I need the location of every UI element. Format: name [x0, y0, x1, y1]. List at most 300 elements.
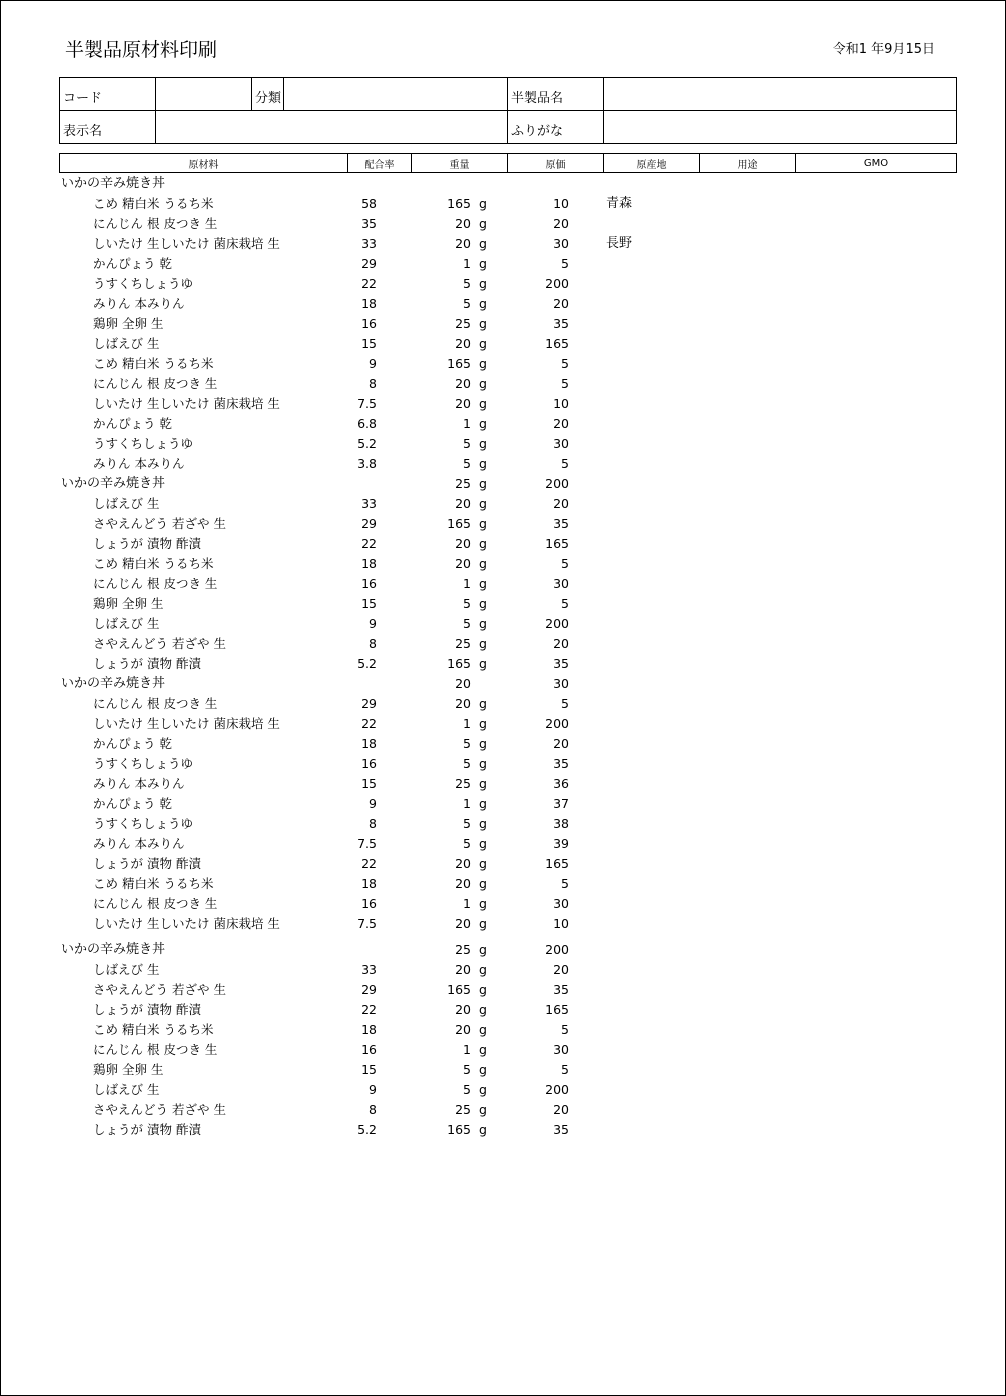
ingredient-weight: 5: [463, 456, 471, 471]
ingredient-name: しょうが 漬物 酢漬: [93, 536, 201, 551]
ingredient-ratio: 29: [361, 982, 377, 997]
ingredient-cost: 5: [561, 456, 569, 471]
ingredient-weight: 1: [463, 716, 471, 731]
ingredient-name: さやえんどう 若ざや 生: [93, 982, 226, 997]
ingredient-row: [59, 1040, 956, 1060]
ingredient-name: しょうが 漬物 酢漬: [93, 656, 201, 671]
ingredient-row: [59, 834, 956, 854]
ingredient-weight-unit: g: [479, 636, 487, 651]
ingredient-weight-unit: g: [479, 596, 487, 611]
ingredient-name: しいたけ 生しいたけ 菌床栽培 生: [93, 716, 280, 731]
group-weight: 25: [455, 942, 471, 957]
ingredient-weight-unit: g: [479, 616, 487, 631]
category-value[interactable]: [284, 78, 508, 111]
ingredient-ratio: 7.5: [357, 396, 377, 411]
ingredient-cost: 30: [553, 436, 569, 451]
ingredient-row: [59, 354, 956, 374]
ingredient-row: [59, 234, 956, 254]
ingredient-weight: 25: [455, 636, 471, 651]
ingredient-row: [59, 854, 956, 874]
ingredient-weight-unit: g: [479, 982, 487, 997]
group-weight: 20: [455, 676, 471, 691]
ingredient-weight: 20: [455, 336, 471, 351]
ingredient-cost: 5: [561, 356, 569, 371]
ingredient-row: [59, 454, 956, 474]
ingredient-ratio: 22: [361, 276, 377, 291]
ingredient-name: かんぴょう 乾: [93, 416, 172, 431]
ingredient-ratio: 29: [361, 696, 377, 711]
ingredient-weight: 165: [447, 196, 471, 211]
ingredient-weight: 20: [455, 876, 471, 891]
ingredient-cost: 10: [553, 916, 569, 931]
ingredient-name: にんじん 根 皮つき 生: [93, 1042, 218, 1057]
ingredient-weight-unit: g: [479, 336, 487, 351]
ingredient-row: [59, 794, 956, 814]
ingredient-ratio: 18: [361, 296, 377, 311]
ingredient-cost: 165: [545, 1002, 569, 1017]
ingredient-weight-unit: g: [479, 696, 487, 711]
ingredient-weight-unit: g: [479, 1062, 487, 1077]
ingredient-weight-unit: g: [479, 836, 487, 851]
ingredient-name: 鶏卵 全卵 生: [93, 596, 164, 611]
ingredient-weight-unit: g: [479, 436, 487, 451]
ingredient-ratio: 29: [361, 256, 377, 271]
group-cost: 200: [545, 942, 569, 957]
ingredient-weight-unit: g: [479, 796, 487, 811]
col-header-weight: 重量: [412, 154, 508, 173]
furigana-value[interactable]: [604, 111, 957, 144]
ingredient-ratio: 22: [361, 1002, 377, 1017]
col-header-cost: 原価: [508, 154, 604, 173]
ingredient-name: みりん 本みりん: [93, 776, 185, 791]
ingredient-ratio: 3.8: [357, 456, 377, 471]
ingredient-cost: 35: [553, 516, 569, 531]
ingredient-row: [59, 1020, 956, 1040]
ingredient-ratio: 16: [361, 756, 377, 771]
ingredient-cost: 20: [553, 962, 569, 977]
ingredient-row: [59, 494, 956, 514]
ingredient-ratio: 18: [361, 876, 377, 891]
ingredient-name: うすくちしょうゆ: [93, 756, 194, 771]
ingredient-name: しばえび 生: [93, 616, 160, 631]
ingredient-ratio: 33: [361, 962, 377, 977]
ingredient-weight-unit: g: [479, 196, 487, 211]
ingredient-name: うすくちしょうゆ: [93, 816, 194, 831]
ingredient-cost: 39: [553, 836, 569, 851]
ingredient-weight-unit: g: [479, 356, 487, 371]
product-name-value[interactable]: [604, 78, 957, 111]
group-row: [59, 474, 956, 494]
ingredient-weight: 5: [463, 1062, 471, 1077]
info-table: [59, 77, 957, 144]
ingredient-weight-unit: g: [479, 216, 487, 231]
ingredient-ratio: 35: [361, 216, 377, 231]
ingredient-name: にんじん 根 皮つき 生: [93, 376, 218, 391]
col-header-ingredient: 原材料: [60, 154, 348, 173]
ingredient-weight-unit: g: [479, 496, 487, 511]
ingredient-cost: 35: [553, 656, 569, 671]
ingredient-row: [59, 634, 956, 654]
ingredient-weight: 165: [447, 356, 471, 371]
ingredient-cost: 165: [545, 536, 569, 551]
ingredient-row: [59, 274, 956, 294]
ingredient-weight: 1: [463, 796, 471, 811]
ingredient-row: [59, 1080, 956, 1100]
ingredient-weight-unit: g: [479, 296, 487, 311]
ingredient-ratio: 16: [361, 576, 377, 591]
ingredient-name: うすくちしょうゆ: [93, 436, 194, 451]
ingredient-ratio: 8: [369, 636, 377, 651]
ingredient-ratio: 18: [361, 736, 377, 751]
ingredient-weight-unit: g: [479, 1042, 487, 1057]
ingredient-weight: 1: [463, 256, 471, 271]
ingredient-ratio: 33: [361, 236, 377, 251]
group-weight-unit: g: [479, 942, 487, 957]
ingredient-weight: 165: [447, 1122, 471, 1137]
ingredient-cost: 20: [553, 216, 569, 231]
ingredient-row: [59, 1120, 956, 1140]
ingredient-row: [59, 334, 956, 354]
ingredient-weight: 25: [455, 1102, 471, 1117]
ingredient-name: かんぴょう 乾: [93, 736, 172, 751]
product-name-label: 半製品名: [508, 78, 604, 111]
ingredient-weight: 20: [455, 1022, 471, 1037]
ingredient-weight-unit: g: [479, 1102, 487, 1117]
ingredient-weight: 5: [463, 836, 471, 851]
ingredient-weight-unit: g: [479, 1122, 487, 1137]
ingredient-weight-unit: g: [479, 316, 487, 331]
ingredient-weight-unit: g: [479, 556, 487, 571]
group-name: いかの辛み焼き丼: [61, 942, 166, 957]
ingredient-weight: 1: [463, 896, 471, 911]
ingredient-row: [59, 214, 956, 234]
col-header-origin: 原産地: [604, 154, 700, 173]
ingredient-name: しいたけ 生しいたけ 菌床栽培 生: [93, 916, 280, 931]
ingredient-cost: 20: [553, 416, 569, 431]
ingredient-cost: 37: [553, 796, 569, 811]
ingredient-name: こめ 精白米 うるち米: [93, 1022, 214, 1037]
group-row: [59, 674, 956, 694]
ingredient-weight: 20: [455, 376, 471, 391]
ingredient-weight: 5: [463, 276, 471, 291]
ingredient-name: にんじん 根 皮つき 生: [93, 896, 218, 911]
ingredient-weight-unit: g: [479, 516, 487, 531]
ingredient-ratio: 15: [361, 776, 377, 791]
group-weight-unit: g: [479, 476, 487, 491]
furigana-label: ふりがな: [508, 111, 604, 144]
ingredient-cost: 30: [553, 236, 569, 251]
ingredient-row: [59, 414, 956, 434]
ingredient-name: しばえび 生: [93, 962, 160, 977]
group-name: いかの辛み焼き丼: [61, 676, 166, 691]
ingredient-cost: 5: [561, 696, 569, 711]
ingredient-cost: 5: [561, 1022, 569, 1037]
ingredient-ratio: 29: [361, 516, 377, 531]
ingredient-ratio: 5.2: [357, 436, 377, 451]
ingredient-ratio: 6.8: [357, 416, 377, 431]
ingredient-name: みりん 本みりん: [93, 456, 185, 471]
ingredient-weight: 20: [455, 396, 471, 411]
ingredient-name: みりん 本みりん: [93, 296, 185, 311]
ingredient-ratio: 5.2: [357, 1122, 377, 1137]
ingredient-weight: 1: [463, 576, 471, 591]
ingredient-ratio: 18: [361, 1022, 377, 1037]
ingredient-cost: 5: [561, 1062, 569, 1077]
ingredient-list: [59, 174, 956, 1140]
display-name-value[interactable]: [156, 111, 508, 144]
ingredient-name: しょうが 漬物 酢漬: [93, 856, 201, 871]
ingredient-row: [59, 514, 956, 534]
ingredient-row: [59, 694, 956, 714]
ingredient-name: しょうが 漬物 酢漬: [93, 1002, 201, 1017]
ingredient-cost: 165: [545, 336, 569, 351]
ingredient-ratio: 7.5: [357, 836, 377, 851]
ingredient-cost: 35: [553, 982, 569, 997]
ingredient-ratio: 33: [361, 496, 377, 511]
ingredient-name: 鶏卵 全卵 生: [93, 1062, 164, 1077]
ingredient-cost: 5: [561, 256, 569, 271]
ingredient-cost: 10: [553, 396, 569, 411]
ingredient-name: こめ 精白米 うるち米: [93, 556, 214, 571]
ingredient-weight-unit: g: [479, 876, 487, 891]
ingredient-name: こめ 精白米 うるち米: [93, 196, 214, 211]
ingredient-name: かんぴょう 乾: [93, 256, 172, 271]
ingredient-weight: 165: [447, 656, 471, 671]
ingredient-row: [59, 980, 956, 1000]
ingredient-name: しばえび 生: [93, 496, 160, 511]
group-cost: 30: [553, 676, 569, 691]
ingredient-weight-unit: g: [479, 816, 487, 831]
ingredient-cost: 200: [545, 716, 569, 731]
ingredient-ratio: 22: [361, 716, 377, 731]
ingredient-cost: 38: [553, 816, 569, 831]
group-row: [59, 940, 956, 960]
ingredient-row: [59, 814, 956, 834]
ingredient-ratio: 8: [369, 1102, 377, 1117]
ingredient-cost: 5: [561, 596, 569, 611]
ingredient-weight-unit: g: [479, 376, 487, 391]
ingredient-name: しいたけ 生しいたけ 菌床栽培 生: [93, 396, 280, 411]
ingredient-name: にんじん 根 皮つき 生: [93, 696, 218, 711]
column-header-table: [59, 153, 957, 173]
ingredient-weight: 20: [455, 962, 471, 977]
ingredient-row: [59, 314, 956, 334]
ingredient-cost: 5: [561, 556, 569, 571]
group-row: [59, 174, 956, 194]
ingredient-ratio: 9: [369, 616, 377, 631]
ingredient-name: こめ 精白米 うるち米: [93, 356, 214, 371]
ingredient-row: [59, 394, 956, 414]
ingredient-weight: 165: [447, 516, 471, 531]
ingredient-row: [59, 1060, 956, 1080]
ingredient-weight: 20: [455, 856, 471, 871]
ingredient-weight: 20: [455, 696, 471, 711]
ingredient-cost: 30: [553, 1042, 569, 1057]
ingredient-name: うすくちしょうゆ: [93, 276, 194, 291]
ingredient-weight: 5: [463, 736, 471, 751]
ingredient-weight-unit: g: [479, 236, 487, 251]
ingredient-ratio: 15: [361, 596, 377, 611]
ingredient-weight-unit: g: [479, 856, 487, 871]
ingredient-weight: 5: [463, 616, 471, 631]
group-weight: 25: [455, 476, 471, 491]
ingredient-row: [59, 714, 956, 734]
ingredient-cost: 165: [545, 856, 569, 871]
ingredient-ratio: 22: [361, 856, 377, 871]
ingredient-cost: 30: [553, 896, 569, 911]
ingredient-weight-unit: g: [479, 1002, 487, 1017]
ingredient-weight-unit: g: [479, 256, 487, 271]
ingredient-weight: 20: [455, 1002, 471, 1017]
ingredient-cost: 20: [553, 736, 569, 751]
ingredient-weight-unit: g: [479, 716, 487, 731]
ingredient-weight: 5: [463, 756, 471, 771]
ingredient-weight-unit: g: [479, 736, 487, 751]
print-date: 令和1 年9月15日: [832, 42, 935, 57]
ingredient-name: にんじん 根 皮つき 生: [93, 576, 218, 591]
ingredient-cost: 30: [553, 576, 569, 591]
ingredient-cost: 20: [553, 296, 569, 311]
ingredient-weight: 5: [463, 296, 471, 311]
ingredient-weight-unit: g: [479, 1022, 487, 1037]
ingredient-name: みりん 本みりん: [93, 836, 185, 851]
ingredient-row: [59, 734, 956, 754]
ingredient-weight-unit: g: [479, 916, 487, 931]
ingredient-weight: 5: [463, 1082, 471, 1097]
ingredient-ratio: 9: [369, 356, 377, 371]
ingredient-ratio: 22: [361, 536, 377, 551]
ingredient-weight: 5: [463, 436, 471, 451]
ingredient-weight: 20: [455, 496, 471, 511]
ingredient-cost: 5: [561, 376, 569, 391]
ingredient-ratio: 8: [369, 816, 377, 831]
ingredient-row: [59, 1100, 956, 1120]
info-row-2: [60, 111, 957, 144]
ingredient-weight-unit: g: [479, 416, 487, 431]
ingredient-weight-unit: g: [479, 1082, 487, 1097]
ingredient-weight-unit: g: [479, 656, 487, 671]
ingredient-weight: 165: [447, 982, 471, 997]
ingredient-row: [59, 254, 956, 274]
ingredient-name: 鶏卵 全卵 生: [93, 316, 164, 331]
ingredient-row: [59, 294, 956, 314]
ingredient-ratio: 15: [361, 1062, 377, 1077]
ingredient-weight-unit: g: [479, 396, 487, 411]
ingredient-cost: 20: [553, 1102, 569, 1117]
ingredient-row: [59, 654, 956, 674]
col-header-ratio: 配合率: [348, 154, 412, 173]
ingredient-weight: 20: [455, 556, 471, 571]
ingredient-weight: 20: [455, 916, 471, 931]
ingredient-ratio: 16: [361, 1042, 377, 1057]
ingredient-ratio: 16: [361, 316, 377, 331]
ingredient-name: しょうが 漬物 酢漬: [93, 1122, 201, 1137]
ingredient-row: [59, 774, 956, 794]
ingredient-ratio: 5.2: [357, 656, 377, 671]
ingredient-ratio: 18: [361, 556, 377, 571]
ingredient-name: にんじん 根 皮つき 生: [93, 216, 218, 231]
page-title: 半製品原材料印刷: [65, 39, 218, 61]
ingredient-weight-unit: g: [479, 896, 487, 911]
code-label: コード: [60, 78, 156, 111]
col-header-gmo: GMO: [796, 154, 957, 173]
ingredient-row: [59, 754, 956, 774]
ingredient-name: しいたけ 生しいたけ 菌床栽培 生: [93, 236, 280, 251]
ingredient-weight: 1: [463, 416, 471, 431]
ingredient-weight: 20: [455, 236, 471, 251]
ingredient-row: [59, 194, 956, 214]
ingredient-row: [59, 614, 956, 634]
ingredient-name: さやえんどう 若ざや 生: [93, 1102, 226, 1117]
ingredient-cost: 35: [553, 1122, 569, 1137]
ingredient-origin: 長野: [606, 236, 633, 251]
ingredient-weight-unit: g: [479, 576, 487, 591]
category-label: 分類: [252, 78, 284, 111]
ingredient-row: [59, 914, 956, 934]
ingredient-weight: 25: [455, 316, 471, 331]
ingredient-weight: 25: [455, 776, 471, 791]
ingredient-row: [59, 874, 956, 894]
ingredient-name: こめ 精白米 うるち米: [93, 876, 214, 891]
ingredient-cost: 200: [545, 276, 569, 291]
ingredient-weight-unit: g: [479, 962, 487, 977]
ingredient-ratio: 16: [361, 896, 377, 911]
ingredient-weight: 20: [455, 536, 471, 551]
ingredient-ratio: 58: [361, 196, 377, 211]
ingredient-weight: 1: [463, 1042, 471, 1057]
ingredient-ratio: 8: [369, 376, 377, 391]
ingredient-row: [59, 574, 956, 594]
column-header-row: [60, 154, 957, 173]
ingredient-origin: 青森: [606, 196, 633, 211]
ingredient-cost: 20: [553, 496, 569, 511]
ingredient-cost: 36: [553, 776, 569, 791]
ingredient-weight-unit: g: [479, 776, 487, 791]
ingredient-weight: 5: [463, 816, 471, 831]
ingredient-cost: 200: [545, 616, 569, 631]
ingredient-cost: 20: [553, 636, 569, 651]
ingredient-cost: 200: [545, 1082, 569, 1097]
ingredient-cost: 5: [561, 876, 569, 891]
display-name-label: 表示名: [60, 111, 156, 144]
ingredient-ratio: 9: [369, 796, 377, 811]
ingredient-cost: 35: [553, 756, 569, 771]
ingredient-weight-unit: g: [479, 756, 487, 771]
ingredient-weight-unit: g: [479, 456, 487, 471]
ingredient-ratio: 15: [361, 336, 377, 351]
ingredient-row: [59, 554, 956, 574]
ingredient-row: [59, 894, 956, 914]
ingredient-name: さやえんどう 若ざや 生: [93, 516, 226, 531]
ingredient-row: [59, 374, 956, 394]
ingredient-weight-unit: g: [479, 276, 487, 291]
ingredient-row: [59, 594, 956, 614]
ingredient-ratio: 7.5: [357, 916, 377, 931]
ingredient-cost: 10: [553, 196, 569, 211]
col-header-usage: 用途: [700, 154, 796, 173]
group-cost: 200: [545, 476, 569, 491]
ingredient-row: [59, 1000, 956, 1020]
group-name: いかの辛み焼き丼: [61, 476, 166, 491]
ingredient-row: [59, 534, 956, 554]
code-value[interactable]: [156, 78, 252, 111]
ingredient-cost: 35: [553, 316, 569, 331]
ingredient-row: [59, 434, 956, 454]
ingredient-ratio: 9: [369, 1082, 377, 1097]
ingredient-row: [59, 960, 956, 980]
group-name: いかの辛み焼き丼: [61, 176, 166, 191]
ingredient-name: しばえび 生: [93, 336, 160, 351]
